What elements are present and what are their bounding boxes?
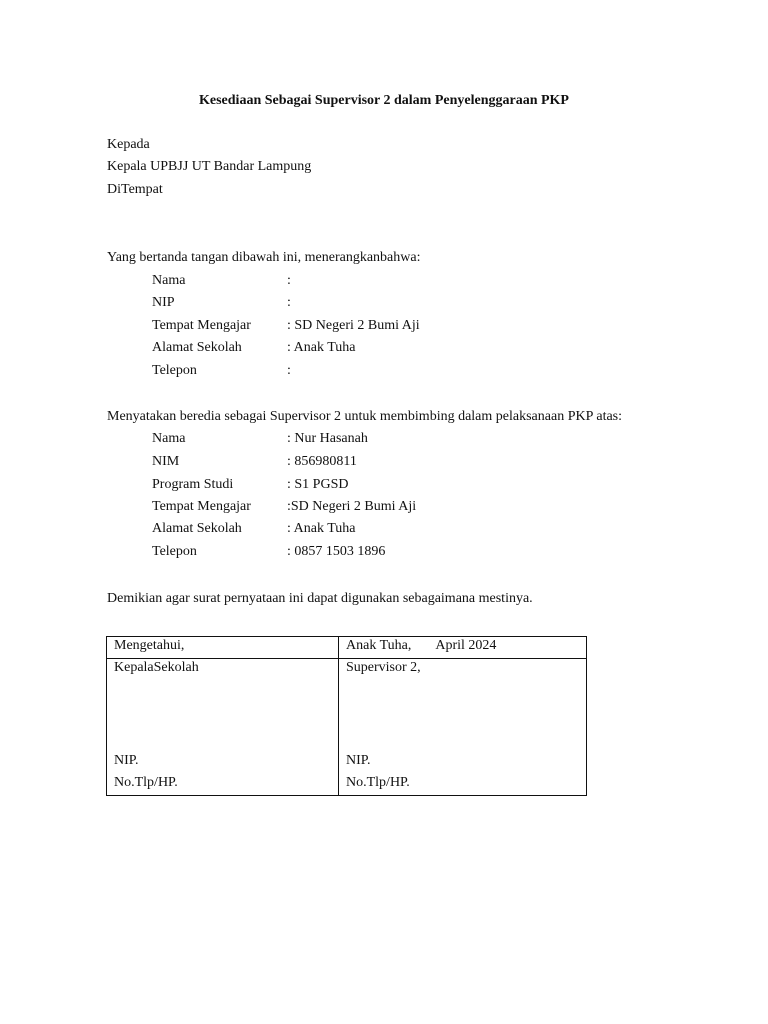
- student-field-label: Tempat Mengajar: [152, 499, 251, 514]
- closing-text: Demikian agar surat pernyataan ini dapat digunakan sebagaimana mestinya.: [107, 591, 533, 606]
- signature-right-cell: [339, 659, 587, 796]
- recipient-line-1: Kepada: [107, 137, 150, 152]
- signature-left-role: KepalaSekolah: [114, 660, 199, 675]
- signature-left-header: Mengetahui,: [107, 637, 339, 659]
- student-field-value: : Nur Hasanah: [287, 431, 368, 446]
- supervisor-field-label: Tempat Mengajar: [152, 318, 251, 333]
- student-field-label: Alamat Sekolah: [152, 521, 242, 536]
- supervisor-field-value: :: [287, 363, 291, 378]
- supervisor-field-label: Alamat Sekolah: [152, 340, 242, 355]
- recipient-line-2: Kepala UPBJJ UT Bandar Lampung: [107, 159, 312, 174]
- recipient-line-3: DiTempat: [107, 182, 163, 197]
- intro-text: Yang bertanda tangan dibawah ini, menerangkanbahwa:: [107, 250, 421, 265]
- student-field-value: : Anak Tuha: [287, 521, 356, 536]
- signature-left-nip: NIP.: [114, 753, 139, 768]
- signature-place: Anak Tuha,: [346, 638, 412, 653]
- student-field-label: Telepon: [152, 544, 197, 559]
- supervisor-field-label: Telepon: [152, 363, 197, 378]
- student-field-value: : 856980811: [287, 454, 357, 469]
- student-field-value: :SD Negeri 2 Bumi Aji: [287, 499, 417, 514]
- student-field-value: : S1 PGSD: [287, 477, 349, 492]
- signature-table: [106, 636, 587, 796]
- signature-right-header: [339, 637, 587, 659]
- supervisor-field-value: :: [287, 295, 291, 310]
- document-title: Kesediaan Sebagai Supervisor 2 dalam Penyelenggaraan PKP: [199, 93, 569, 108]
- signature-right-phone: No.Tlp/HP.: [346, 775, 410, 790]
- supervisor-field-label: Nama: [152, 273, 186, 288]
- supervisor-field-label: NIP: [152, 295, 175, 310]
- student-field-label: NIM: [152, 454, 180, 469]
- signature-right-nip: NIP.: [346, 753, 371, 768]
- signature-left-phone: No.Tlp/HP.: [114, 775, 178, 790]
- supervisor-field-value: : SD Negeri 2 Bumi Aji: [287, 318, 420, 333]
- supervisor-field-value: :: [287, 273, 291, 288]
- student-field-label: Nama: [152, 431, 186, 446]
- signature-left-cell: [107, 659, 339, 796]
- student-field-value: : 0857 1503 1896: [287, 544, 386, 559]
- statement-text: Menyatakan beredia sebagai Supervisor 2 untuk membimbing dalam pelaksanaan PKP atas:: [107, 409, 623, 424]
- student-field-label: Program Studi: [152, 477, 234, 492]
- signature-date: April 2024: [435, 638, 497, 653]
- supervisor-field-value: : Anak Tuha: [287, 340, 356, 355]
- signature-right-role: Supervisor 2,: [346, 660, 421, 675]
